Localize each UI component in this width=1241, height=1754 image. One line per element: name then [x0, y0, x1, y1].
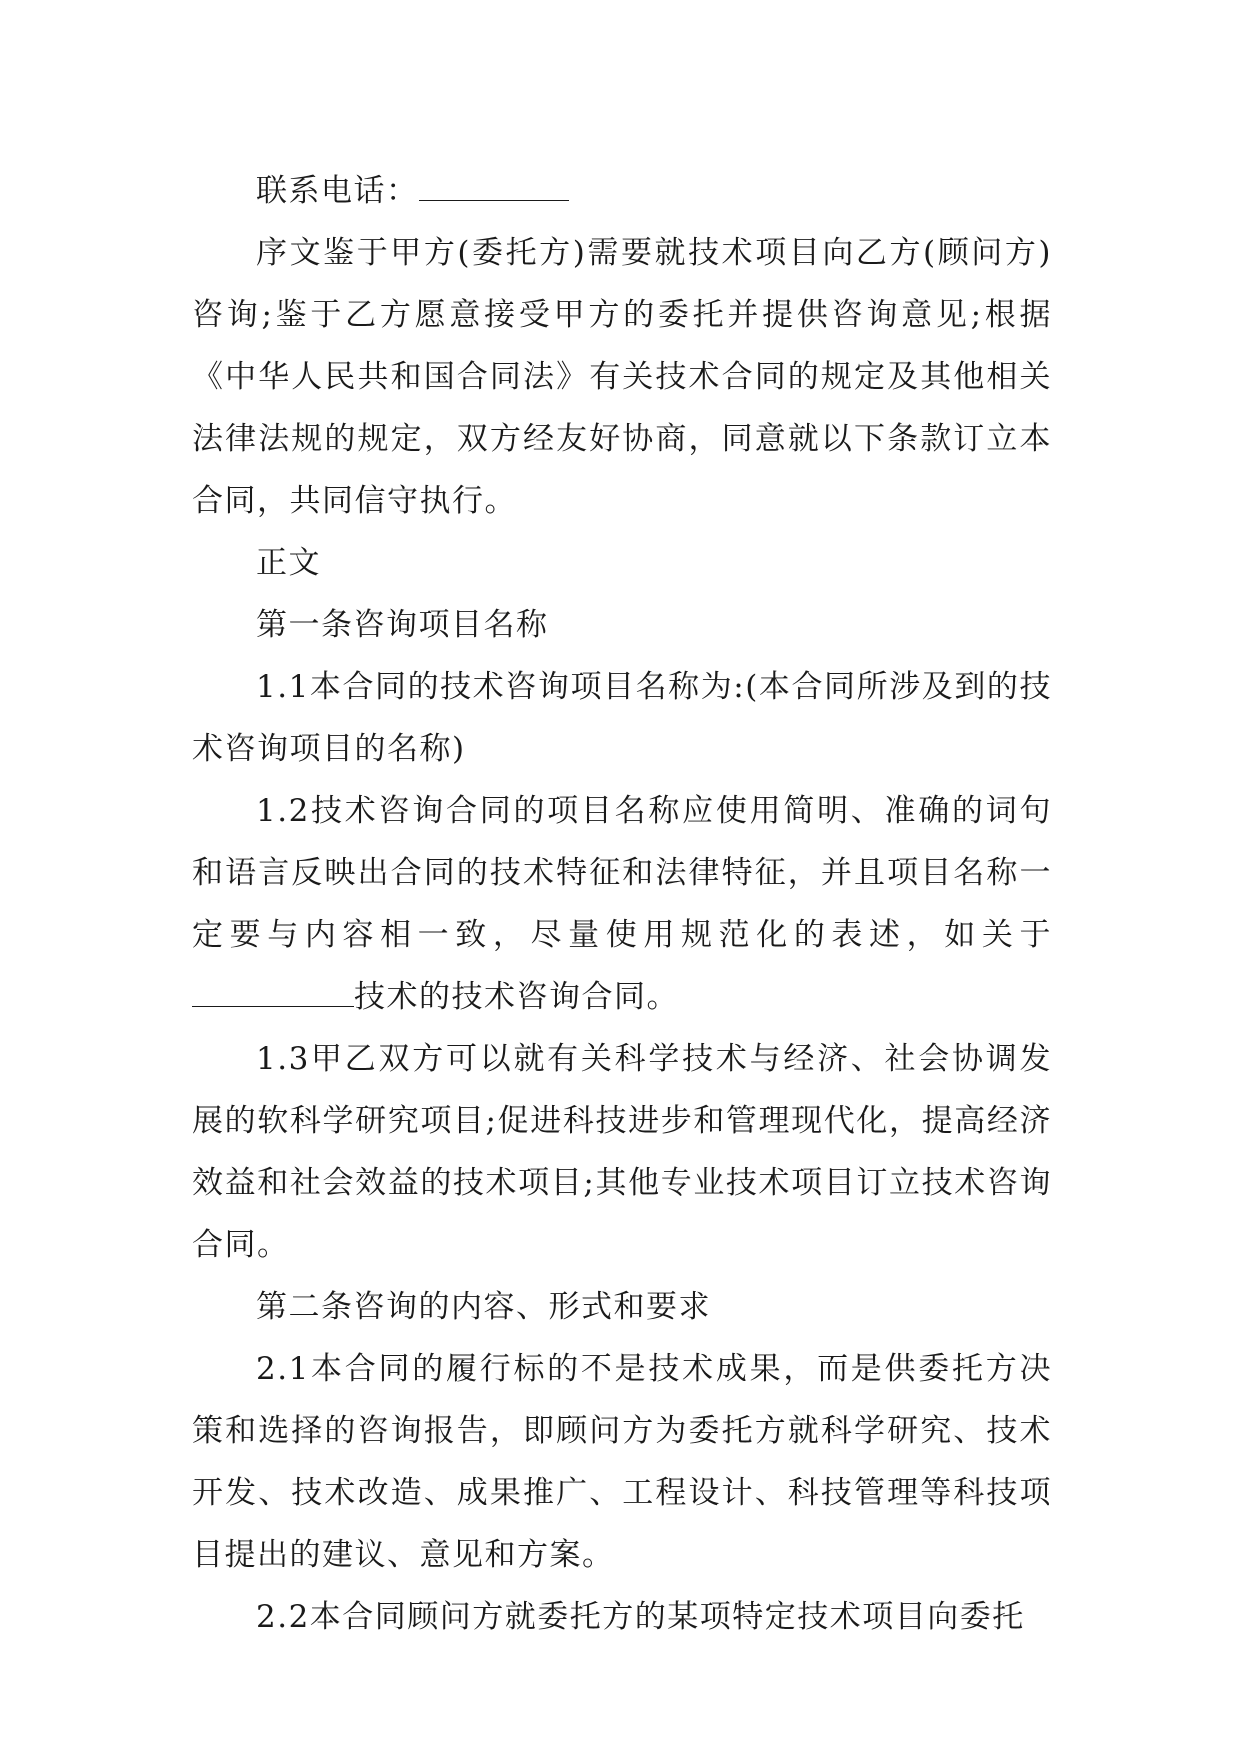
clause-2-2: 2.2本合同顾问方就委托方的某项特定技术项目向委托: [256, 1599, 1025, 1635]
clause-1-2-tail: 技术的技术咨询合同。: [354, 979, 679, 1015]
main-text-heading: 正文: [256, 545, 321, 581]
clause-1-2-text: 1.2技术咨询合同的项目名称应使用简明、准确的词句和语言反映出合同的技术特征和法律特征，并且项目名称一定要与内容相一致，尽量使用规范化的表述，如关于: [192, 793, 1052, 953]
contact-phone-blank: [419, 170, 569, 201]
document-page: [192, 160, 1052, 1648]
technology-name-blank: [192, 976, 354, 1007]
clause-1-1: 1.1本合同的技术咨询项目名称为:(本合同所涉及到的技术咨询项目的名称): [192, 669, 1052, 767]
clause-1-2: [192, 780, 1052, 1028]
article-1-heading: 第一条咨询项目名称: [256, 607, 549, 643]
article-2-heading: 第二条咨询的内容、形式和要求: [256, 1289, 711, 1325]
contact-phone-label: 联系电话：: [256, 173, 419, 209]
clause-1-3: 1.3甲乙双方可以就有关科学技术与经济、社会协调发展的软科学研究项目;促进科技进步和管理现代化，提高经济效益和社会效益的技术项目;其他专业技术项目订立技术咨询合同。: [192, 1041, 1052, 1263]
contact-phone-line: [192, 160, 1052, 222]
preamble-paragraph: 序文鉴于甲方(委托方)需要就技术项目向乙方(顾问方)咨询;鉴于乙方愿意接受甲方的委托并提供咨询意见;根据《中华人民共和国合同法》有关技术合同的规定及其他相关法律法规的规定，双方经友好协商，同意就以下条款订立本合同，共同信守执行。: [192, 235, 1052, 519]
clause-2-1: 2.1本合同的履行标的不是技术成果，而是供委托方决策和选择的咨询报告，即顾问方为委托方就科学研究、技术开发、技术改造、成果推广、工程设计、科技管理等科技项目提出的建议、意见和方案。: [192, 1351, 1052, 1573]
